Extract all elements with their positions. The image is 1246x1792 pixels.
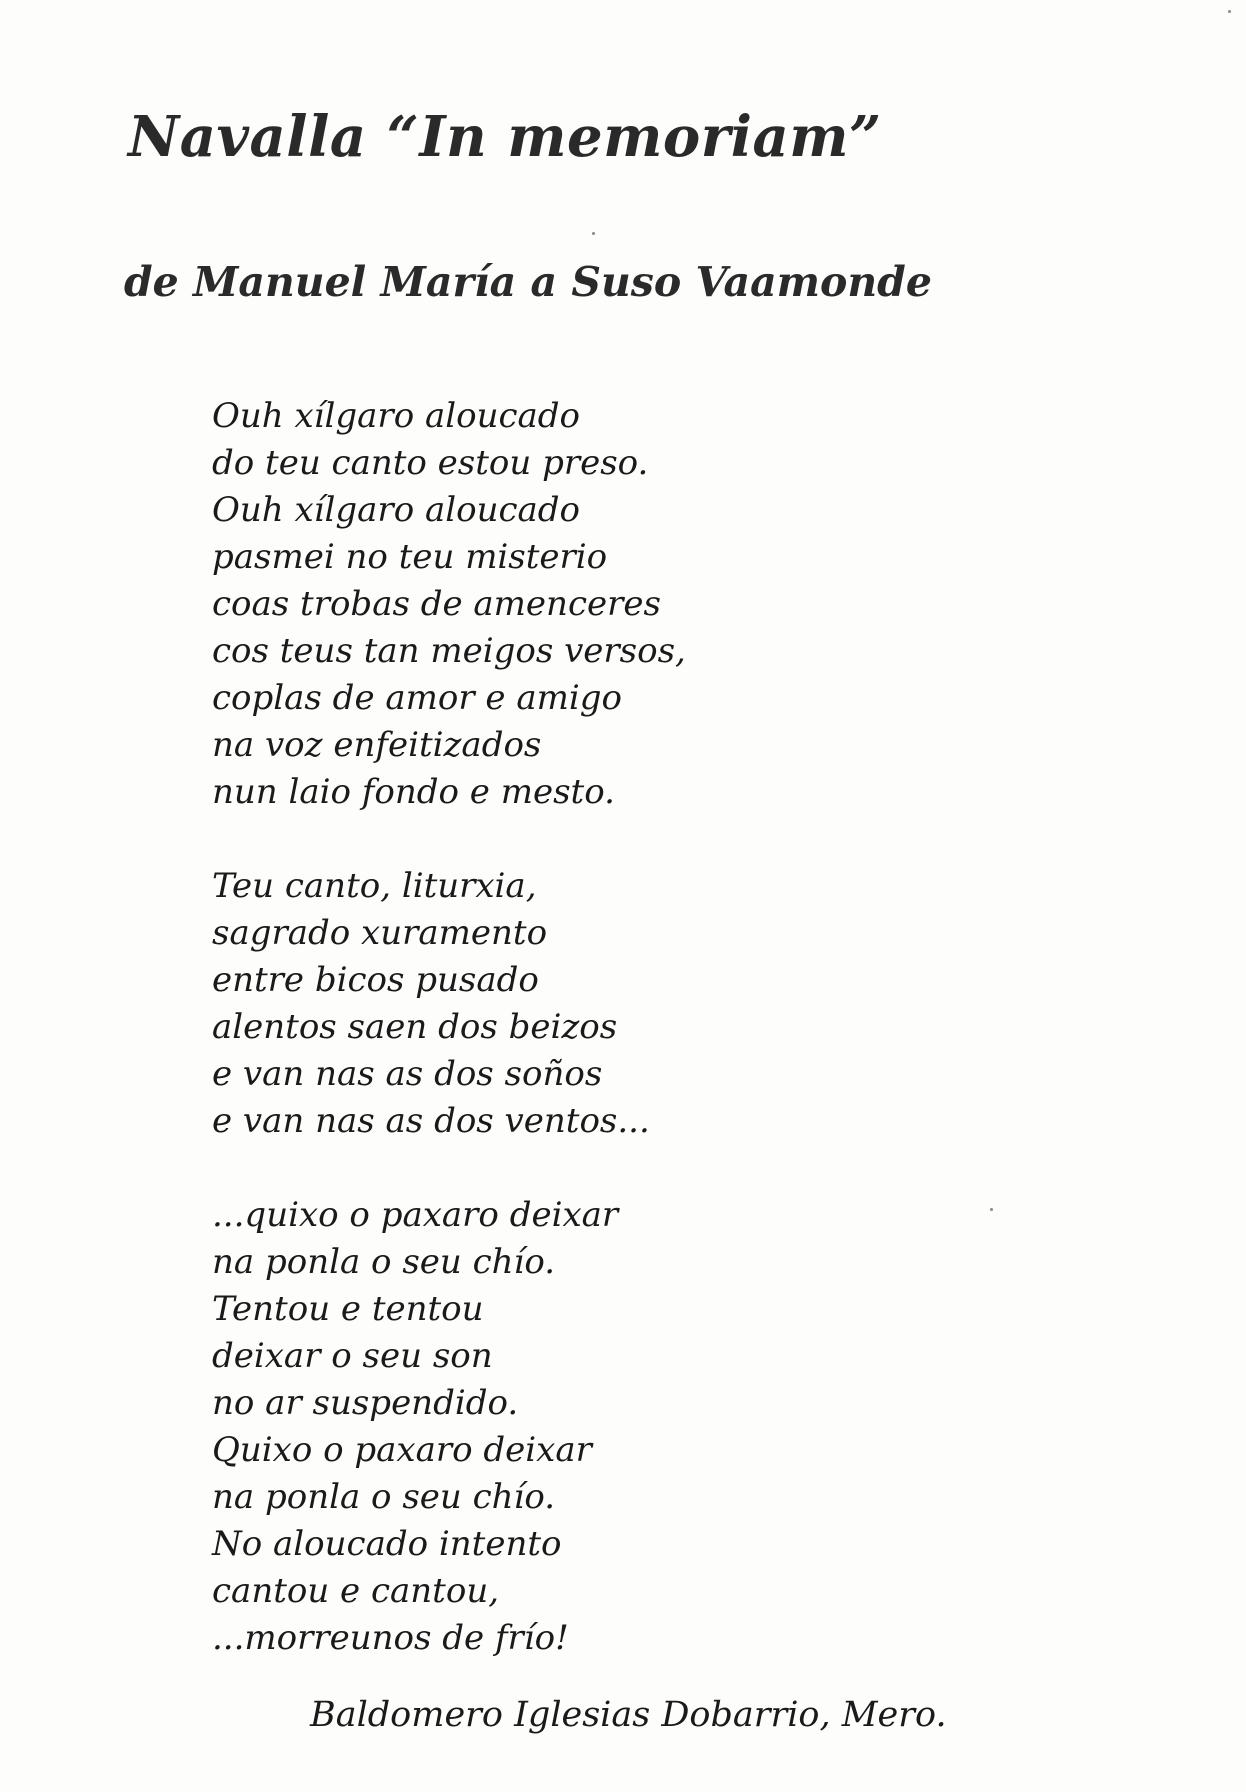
paper-speck xyxy=(592,232,595,235)
poem-title: Navalla “In memoriam” xyxy=(128,104,882,170)
poem-line: e van nas as dos soños xyxy=(212,1054,603,1094)
poem-line: deixar o seu son xyxy=(212,1336,493,1376)
poem-line: cos teus tan meigos versos, xyxy=(212,631,686,671)
stanza-3 xyxy=(212,1192,1112,1662)
poem-line: Tentou e tentou xyxy=(212,1289,484,1329)
poem-line: ...quixo o paxaro deixar xyxy=(212,1195,619,1235)
poem-line: sagrado xuramento xyxy=(212,913,548,953)
poem-line: pasmei no teu misterio xyxy=(212,537,608,577)
poem-line: ...morreunos de frío! xyxy=(212,1618,569,1658)
poem-line: no ar suspendido. xyxy=(212,1383,519,1423)
stanza-1 xyxy=(212,393,1112,816)
poem-line: nun laio fondo e mesto. xyxy=(212,772,615,812)
poem-line: Ouh xílgaro aloucado xyxy=(212,396,581,436)
poem-line: na voz enfeitizados xyxy=(212,725,542,765)
paper-speck xyxy=(1228,10,1231,13)
poem-line: na ponla o seu chío. xyxy=(212,1242,556,1282)
stanza-2 xyxy=(212,863,1112,1145)
paper-speck xyxy=(990,1208,993,1211)
author-signature: Baldomero Iglesias Dobarrio, Mero. xyxy=(310,1695,947,1735)
poem-line: e van nas as dos ventos... xyxy=(212,1101,650,1141)
poem-line: Ouh xílgaro aloucado xyxy=(212,490,581,530)
poem-line: No aloucado intento xyxy=(212,1524,562,1564)
poem-body xyxy=(212,393,1112,1662)
poem-line: alentos saen dos beizos xyxy=(212,1007,618,1047)
poem-line: Teu canto, liturxia, xyxy=(212,866,537,906)
poem-line: do teu canto estou preso. xyxy=(212,443,649,483)
poem-line: cantou e cantou, xyxy=(212,1571,500,1611)
poem-line: coas trobas de amenceres xyxy=(212,584,661,624)
poem-line: Quixo o paxaro deixar xyxy=(212,1430,592,1470)
poem-subtitle: de Manuel María a Suso Vaamonde xyxy=(124,258,932,306)
poem-line: na ponla o seu chío. xyxy=(212,1477,556,1517)
poem-line: coplas de amor e amigo xyxy=(212,678,622,718)
poem-line: entre bicos pusado xyxy=(212,960,539,1000)
